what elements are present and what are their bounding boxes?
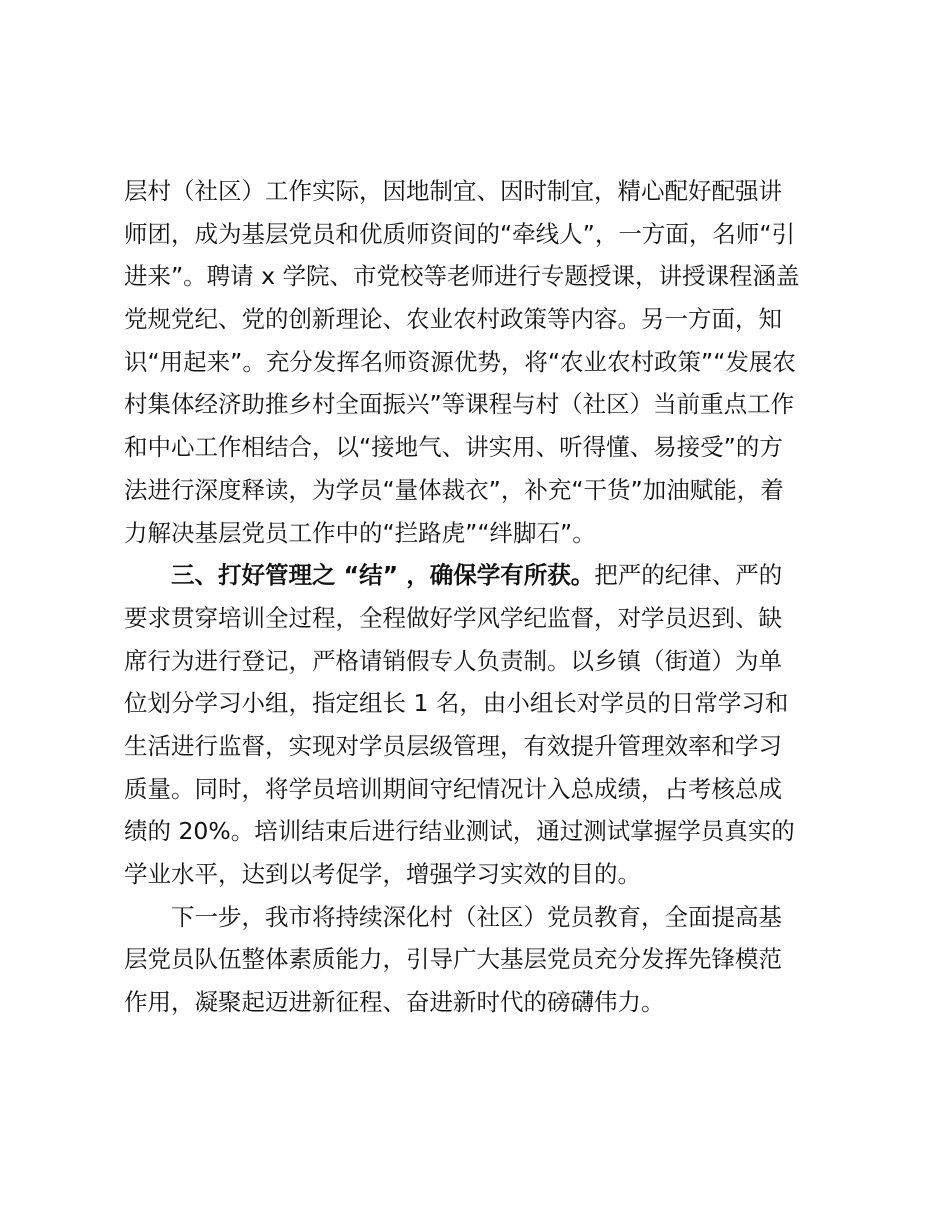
text-line: 师团，成为基层党员和优质师资间的“牵线人”，一方面，名师“引 [124,219,796,248]
text-line: 作用，凝聚起迈进新征程、奋进新时代的磅礴伟力。 [124,988,665,1017]
text-line: 力解决基层党员工作中的“拦路虎”“绊脚石”。 [124,518,596,547]
paragraph-teaching-team [124,170,836,554]
text-line: 要求贯穿培训全过程，全程做好学风学纪监督，对学员迟到、缺 [124,603,782,632]
document-body [124,170,836,1024]
text-line: 识“用起来”。充分发挥名师资源优势，将“农业农村政策”“发展农 [124,347,796,376]
text-line: 生活进行监督，实现对学员层级管理，有效提升管理效率和学习 [124,731,782,760]
text-line: 党规党纪、党的创新理论、农业农村政策等内容。另一方面，知 [124,305,782,334]
text-line: 层党员队伍整体素质能力，引导广大基层党员充分发挥先锋模范 [124,945,782,974]
text-line: 村集体经济助推乡村全面振兴”等课程与村（社区）当前重点工作 [124,390,795,419]
text-line [124,554,836,597]
text-line: 绩的 20%。培训结束后进行结业测试，通过测试掌握学员真实的 [124,817,795,846]
text-line: 和中心工作相结合，以“接地气、讲实用、听得懂、易接受”的方 [124,433,783,462]
text-line: 质量。同时，将学员培训期间守纪情况计入总成绩，占考核总成 [124,774,782,803]
text-line: 下一步，我市将持续深化村（社区）党员教育，全面提高基 [171,902,782,931]
text-line: 位划分学习小组，指定组长 1 名，由小组长对学员的日常学习和 [124,689,789,718]
paragraph-management [124,554,836,896]
text-line: 层村（社区）工作实际，因地制宜、因时制宜，精心配好配强讲 [124,177,782,205]
paragraph-next-steps [124,896,836,1024]
text-span: 把严的纪律、严的 [594,561,783,590]
text-line: 进来”。聘请 x 学院、市党校等老师进行专题授课，讲授课程涵盖 [124,262,800,291]
text-line: 学业水平，达到以考促学，增强学习实效的目的。 [124,860,641,888]
text-line: 席行为进行登记，严格请销假专人负责制。以乡镇（街道）为单 [124,646,782,675]
section-heading: 三、打好管理之 “结” ，确保学有所获。 [171,561,595,590]
text-line: 法进行深度释读，为学员“量体裁衣”，补充“干货”加油赋能，着 [124,475,784,504]
